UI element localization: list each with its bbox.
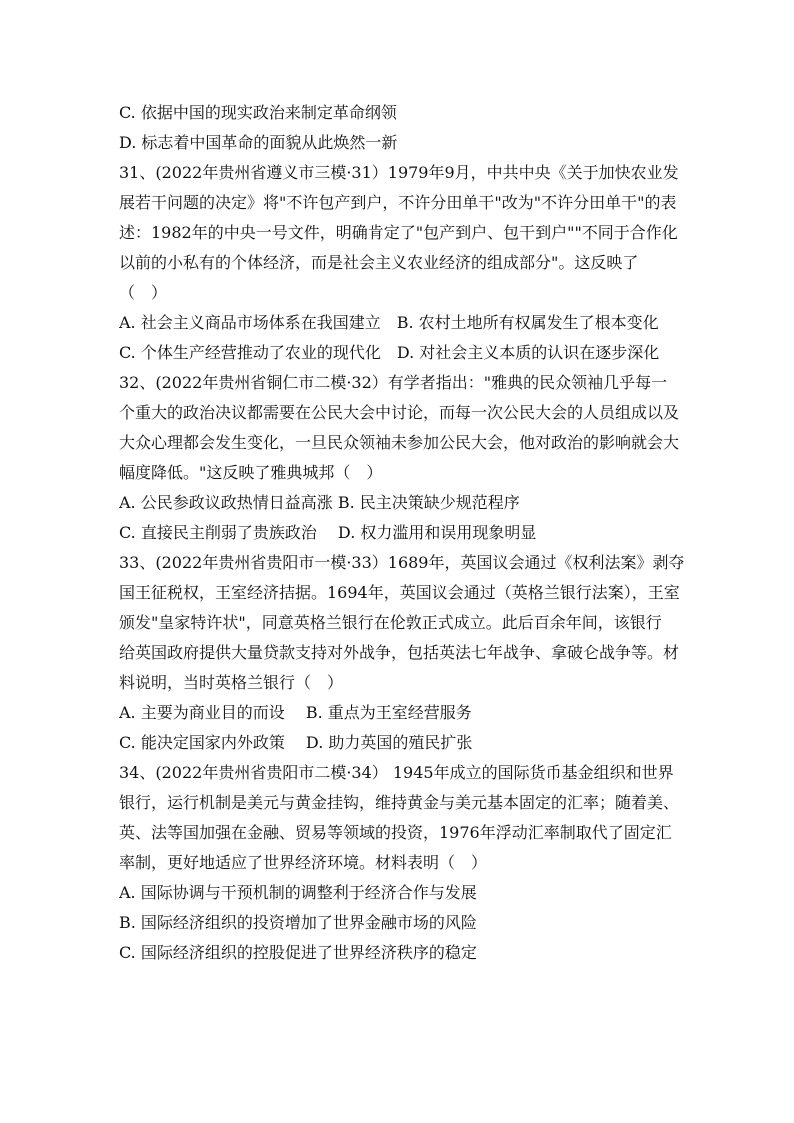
option-b-q34: B. 国际经济组织的投资增加了世界金融市场的风险 (119, 913, 477, 932)
question-34-line-1: 34、(2022年贵州省贵阳市二模·34） 1945年成立的国际货币基金组织和世界 (119, 763, 674, 782)
question-34-line-2: 银行，运行机制是美元与黄金挂钩，维持黄金与美元基本固定的汇率；随着美、 (119, 793, 680, 812)
question-33-line-5: 料说明，当时英格兰银行（ ） (119, 673, 344, 692)
question-34-line-3: 英、法等国加强在金融、贸易等领域的投资，1976年浮动汇率制取代了固定汇 (119, 823, 672, 842)
options-ab-q32: A. 公民参政议政热情日益高涨 B. 民主决策缺少规范程序 (119, 493, 520, 512)
options-ab-q33: A. 主要为商业目的而设 B. 重点为王室经营服务 (119, 703, 472, 722)
question-32-line-4: 幅度降低。"这反映了雅典城邦（ ） (119, 463, 383, 482)
question-33-line-3: 颁发"皇家特许状"，同意英格兰银行在伦敦正式成立。此后百余年间，该银行 (119, 613, 662, 632)
option-a-q34: A. 国际协调与干预机制的调整利于经济合作与发展 (119, 883, 477, 902)
question-31-line-4: 以前的小私有的个体经济，而是社会主义农业经济的组成部分"。这反映了 (119, 253, 639, 272)
options-ab-q31: A. 社会主义商品市场体系在我国建立 B. 农村土地所有权属发生了根本变化 (119, 313, 659, 332)
question-32-line-1: 32、(2022年贵州省铜仁市二模·32）有学者指出："雅典的民众领袖几乎每一 (119, 373, 668, 392)
question-31-line-3: 述：1982年的中央一号文件，明确肯定了"包产到户、包干到户""不同于合作化 (119, 223, 678, 242)
option-d-q30: D. 标志着中国革命的面貌从此焕然一新 (119, 133, 398, 152)
question-32-line-3: 大众心理都会发生变化，一旦民众领袖未参加公民大会，他对政治的影响就会大 (119, 433, 680, 452)
question-34-line-4: 率制，更好地适应了世界经济环境。材料表明（ ） (119, 853, 488, 872)
question-31-line-1: 31、(2022年贵州省遵义市三模·31）1979年9月，中共中央《关于加快农业发 (119, 163, 679, 182)
question-32-line-2: 个重大的政治决议都需要在公民大会中讨论，而每一次公民大会的人员组成以及 (119, 403, 680, 422)
question-33-line-4: 给英国政府提供大量贷款支持对外战争，包括英法七年战争、拿破仑战争等。材 (119, 643, 680, 662)
document-body (119, 98, 689, 968)
question-31-blank: （ ） (119, 283, 168, 302)
options-cd-q33: C. 能决定国家内外政策 D. 助力英国的殖民扩张 (119, 733, 473, 752)
options-cd-q32: C. 直接民主削弱了贵族政治 D. 权力滥用和误用现象明显 (119, 523, 537, 542)
question-33-line-2: 国王征税权，王室经济拮据。1694年，英国议会通过（英格兰银行法案），王室 (119, 583, 680, 602)
option-c-q34: C. 国际经济组织的控股促进了世界经济秩序的稳定 (119, 943, 477, 962)
options-cd-q31: C. 个体生产经营推动了农业的现代化 D. 对社会主义本质的认识在逐步深化 (119, 343, 660, 362)
option-c-q30: C. 依据中国的现实政治来制定革命纲领 (119, 103, 397, 122)
question-33-line-1: 33、(2022年贵州省贵阳市一模·33）1689年，英国议会通过《权利法案》剥夺 (119, 553, 685, 572)
question-31-line-2: 展若干问题的决定》将"不许包产到户，不许分田单干"改为"不许分田单干"的表 (119, 193, 677, 212)
